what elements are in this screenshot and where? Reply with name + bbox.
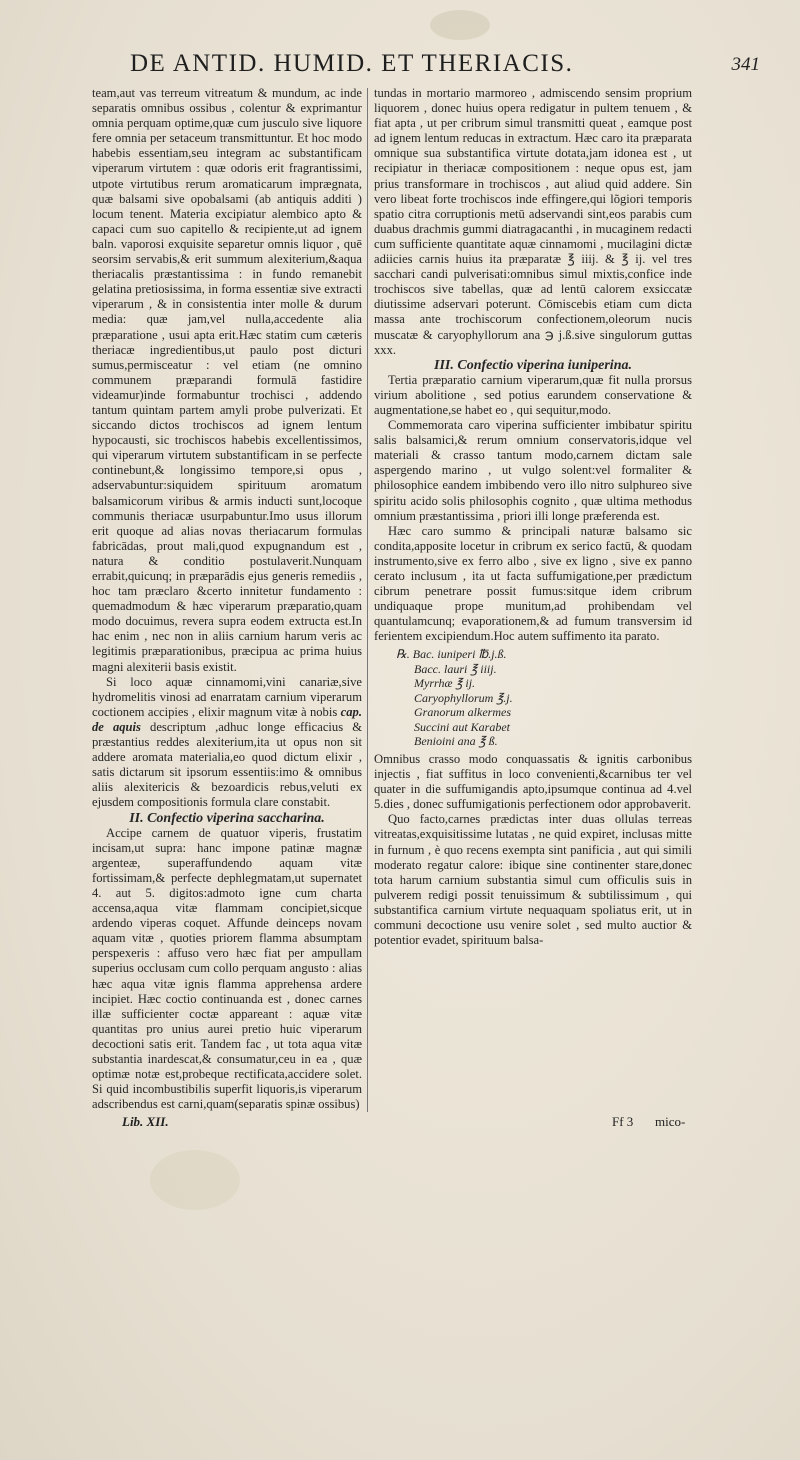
paragraph: Quo facto,carnes prædictas inter duas ollulas terreas vitreatas,exquisitissime lutatas , ne quid expiret, inclusas mitte in furnum , è quo recens exempta sint panificia , aut qui simili moderato regatur calore: ibique sine continenter stare,donec tota harum carnium substantia simul cum officulis suis in pulverem redigi possit tenuissimum & subtilissimum , qui substantifica carnium virtute nequaquam spoliatus erit, ut in communi decoctione usu venire solet , sed multo auctior & potentior evadet, spirituum balsa- (374, 812, 692, 948)
recipe-line: Benioini ana ℥ ß. (414, 734, 498, 749)
paragraph: tundas in mortario marmoreo , admiscendo sensim proprium liquorem , donec huius opera redigatur in pultem tenuem , & fiat apta , ut per cribrum simul transmitti queat , eamque post ad ignem lentum reducas in extractum. Hæc caro ita præparata omnique sua substantifica virtute dotata,jam idonea est , ut recipiatur in theriacæ compositionem : neque opus est, jam prius transformare in trochiscos , aut aliud quid addere. Sin vero libeat forte trochiscos inde effingere,qui lõgiori temporis spatio citra corruptionis metū adservandi sint,eos parabis cum duabus drachmis gummi diatragacanthi , in mucaginem redacti cum sufficiente quantitate aquæ cinnamomi , mucilagini dictæ adiicies carnis huius ita præparatæ ℥ iiij. & ℥ ij. vel tres sacchari candi pulverisati:omnibus simul mixtis,confice inde trochiscos sive tabellas, quæ ad lentū calorem exsiccatæ diutissime adservari poterunt. Cōmiscebis etiam cum dicta massa ante trochiscorum confectionem,oleorum nucis muscatæ & caryophyllorum ana ℈ j.ß.sive singulorum guttas xxx. (374, 86, 692, 357)
recipe-line: Myrrhæ ℥ ij. (414, 676, 476, 691)
section-heading: III. Confectio viperina iuniperina. (434, 357, 632, 373)
section-heading: II. Confectio viperina saccharina. (129, 810, 325, 826)
recipe-line: Succini aut Karabet (414, 719, 510, 734)
paragraph: Hæc caro summo & principali naturæ balsamo sic condita,apposite locetur in cribrum ex serico factū, & quodam instrumento,sive ex ferro albo , sive ex ligno , sive ex panno cerato inclusum , ita ut facta suffumigatione,per prædictum cibrum penetrare possit fumus:sitque idem cribrum undiquaque prope munitum,ad prohibendam vel quantulamcunq; evaporationem,& ad fumum transversim id ferientem excipiendum.Hoc autem suffimento ita parato. (374, 523, 692, 644)
recipe-list (374, 647, 692, 749)
signature-mark: Lib. XII. (122, 1114, 169, 1129)
catchword: mico- (655, 1114, 686, 1129)
paragraph: Tertia præparatio carnium viperarum,quæ fit nulla prorsus virium abolitione , sed potius earundem conservatione & augmentatione,se habet eo , qui sequitur,modo. (374, 372, 692, 417)
sheet-mark: Ff 3 (612, 1114, 634, 1129)
paragraph-text: Si loco aquæ cinnamomi,vini canariæ,sive hydromelitis vinosi ad enarratam carnium viperarum coctionem accipies , elixir magnum vitæ à nobis (92, 674, 362, 719)
left-column (92, 86, 362, 1112)
recipe-line: Granorum alkermes (414, 705, 511, 720)
page-number: 341 (731, 54, 760, 75)
paragraph: Commemorata caro viperina sufficienter imbibatur spiritu salis balsamici,& rerum omnium conservatoris,idque vel materiali & crasso tantum modo,carnem dictam sale aspergendo marino , ut vulgo solent:vel formaliter & philosophice eandem imbibendo vero illo nitro sulphureo sive spiritu acido solis philosophis cognito , quæ ultima methodus omnium præstantissima , priori illi longe præferenda est. (374, 418, 692, 523)
paper-stain (150, 1150, 240, 1210)
cross-reference: cap. de aquis (92, 704, 362, 734)
running-title: DE ANTID. HUMID. ET THERIACIS. (130, 50, 574, 77)
paragraph: Accipe carnem de quatuor viperis, frustatim incisam,ut supra: hanc impone patinæ magnæ argenteæ, superaffundendo aquam vitæ fortissimam,& perfecte dephlegmatam,ut supernatet 4. aut 5. digitos:admoto igne cum charta accensa,aqua vitæ flammam concipiet,sicque ardendo viperas coquet. Affunde deinceps novam aquam vitæ , quoties priorem flamma absumptam perspexeris : affuso vero hæc fiat per ampullam superius occlusam cum collo perquam angusto : alias hæc aqua vitæ ignis flamma apprehensa ardere incipiet. Hæc coctio continuanda est , donec carnes illæ sufficienter coctæ appareant : aquæ vitæ quantitas pro unius aurei pretio huic viperarum decoctioni satis erit. Tandem fac , ut tota aqua vitæ substantia inardescat,& consumatur,ceu in ea , quæ optimæ notæ est,probeque rectificata,accidere solet. Si quid incombustibilis superfit liquoris,is viperarum adscribendus est carni,quam(separatis spinæ ossibus) (92, 825, 362, 1112)
recipe-line: Bacc. lauri ℥ iiij. (414, 661, 497, 676)
right-column (374, 86, 692, 948)
paragraph: Omnibus crasso modo conquassatis & ignitis carbonibus injectis , fiat suffitus in loco convenienti,&carnibus ter vel quater in die suffumigandis apto,ipsumque continua ad 4.vel 5.dies , donec suffumigationis perfectionem odor approbaverit. (374, 751, 692, 812)
column-divider (367, 88, 368, 1112)
paragraph-text: descriptum ,adhuc longe efficacius & præstantius reddes alexiterium,ita ut opus non sit addere aromata materialia,eo quod dictum elixir , satis dictarum sit ipsorum essentiis:imo & omnibus aliis alexitericis & bezoardicis rebus,veluti ex ejusdem compositionis formula clare constabit. (92, 719, 362, 810)
running-header (100, 50, 780, 84)
recipe-line: ℞. Bac. iuniperi ℔.j.ß. (396, 647, 507, 662)
recipe-line: Caryophyllorum ℥.j. (414, 690, 513, 705)
paper-stain (430, 10, 490, 40)
paragraph: team,aut vas terreum vitreatum & mundum, ac inde separatis omnibus ossibus , colentur & exprimantur omnia perquam optime,quæ cum jusculo sive liquore fere omnia per setaceum transmittuntur. Et hoc modo habebis essentiam,seu integram ac substantificam viperarum virtutem : quæ odoris erit fragrantissimi, utpote virtutibus rerum aromaticarum imprægnata, quæ balsami sive opobalsami (ab antiquis additi ) locum tenent. Materia excipiatur alembico apto & capaci cum suo capitello & recipiente,ut ad ignem baln. vaporosi exquisite separetur omnis liquor , quē seorsim servabis,& erit summum alexiterium,&aqua theriacalis præstantissima : in fundo remanebit gelatina pretiosissima, in forma essentiæ sive extracti viperarum , & in consistentia inter molle & durum media: quæ jam,vel nulla,accedente alia præparatione , usui apta erit.Hæc statim cum cæteris theriacæ ingredientibus,ut paulo post dicturi sumus,permisceatur : vel etiam (ne omnino communem præparandi formulā fastidire videamur)inde formabuntur trochisci , addendo tantum quintam partem amyli probe pulverizati. Et siccando dictos trochiscos ad ignem lentum hypocausti, sic trochiscos habebis excellentissimos, qui viperarum virtutem substantificam in se perfecte continebunt,& longissimo tempore,si opus , adservabuntur:siquidem spirituum aromatum balsamicorum viribus & armis inducti sunt,locoque communis theriacæ usurpabuntur.Imo usus illorum erit quoque ad alias novas theriacarum formulas fabricādas, prout mali,quod expugnandum est , natura & conditio postulaverit.Nunquam errabit,quicunq; in præparādis ejus generis remediis , hoc tam præclaro &certo innitetur fundamento : quemadmodum & hæc viperarum præparatio,quam modo docuimus, revera supra eodem extructa est.In hac enim , nec non in aliis carnium harum veris ac legitimis præparationibus, præcipua ac prima huius magni alexiterii basis existit. (92, 86, 362, 674)
paragraph (92, 675, 362, 811)
